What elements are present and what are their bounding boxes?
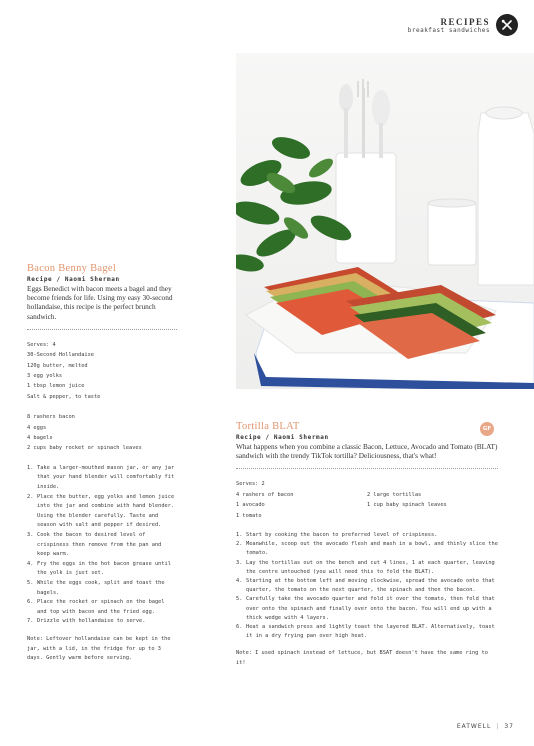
ingredient: 120g butter, melted [27, 362, 88, 369]
method-step: 7. Drizzle with hollandaise to serve. [27, 618, 146, 625]
ingredients-hollandaise [27, 350, 177, 402]
divider [27, 329, 177, 330]
recipe-bacon-benny-bagel [27, 263, 177, 664]
ingredients [236, 490, 498, 521]
method-step: 3. Cook the bacon to desired level of crispiness then remove from the pan and keep warm. [27, 532, 162, 558]
ingredients-column [367, 490, 498, 521]
ingredient: 4 bagels [27, 435, 53, 442]
recipe-note: Note: I used spinach instead of lettuce, but BSAT doesn't have the same ring to it! [236, 650, 488, 667]
ingredient: Salt & pepper, to taste [27, 393, 101, 400]
recipe-title: Tortilla BLAT [236, 421, 300, 432]
recipe-intro: What happens when you combine a classic Bacon, Lettuce, Avocado and Tomato (BLAT) sandwich with the trendy TikTok tortilla? Deliciousness, that's what! [236, 442, 498, 461]
ingredient: 4 eggs [27, 424, 47, 431]
serves: Serves: 4 [27, 341, 56, 348]
section-header [408, 14, 518, 36]
section-subtitle: breakfast sandwiches [407, 26, 490, 34]
method-step: 6. Heat a sandwich press and lightly toast the layered BLAT. Alternatively, toast it in a dry frying pan over high heat. [236, 624, 495, 640]
method-step: 2. Place the butter, egg yolks and lemon juice into the jar and combine with hand blender. Using the blender carefully. Taste and season with salt and pepper if desired. [27, 493, 175, 529]
method-step: 2. Meanwhile, scoop out the avocado flesh and mash in a bowl, and thinly slice the tomato. [236, 541, 498, 557]
ingredient: 1 tomato [236, 512, 262, 519]
fork-knife-icon [496, 14, 518, 36]
method-step: 6. Place the rocket or spinach on the bagel and top with bacon and the fried egg. [27, 599, 165, 615]
method-step: 1. Start by cooking the bacon to preferred level of crispiness. [236, 532, 438, 539]
magazine-name: EATWELL [456, 723, 492, 730]
gluten-free-badge: GF [480, 422, 494, 436]
recipe-note: Note: Leftover hollandaise can be kept in the jar, with a lid, in the fridge for up to 3 days. Gently warm before serving. [27, 635, 171, 662]
serves: Serves: 2 [236, 481, 265, 488]
method-step: 4. Fry the eggs in the hot bacon grease until the yolk is just set. [27, 560, 171, 577]
ingredient: 2 cups baby rocket or spinach leaves [27, 445, 142, 452]
recipe-intro: Eggs Benedict with bacon meets a bagel and they become friends for life. Using my easy 30-second hollandaise, this recipe is the perfect brunch sandwich. [27, 284, 173, 321]
method-step: 4. Starting at the bottom left and moving clockwise, spread the avocado onto that quarter, the tomato on the next quarter, the spinach and then the bacon. [236, 578, 495, 594]
divider [236, 468, 498, 469]
footer-separator: | [496, 723, 500, 730]
ingredients-main [27, 412, 177, 454]
ingredient: 1 tbsp lemon juice [27, 383, 85, 390]
ingredient: 30-Second Hollandaise [27, 352, 94, 359]
recipe-tortilla-blat [236, 421, 498, 669]
ingredient: 1 avocado [236, 502, 265, 509]
recipe-title: Bacon Benny Bagel [27, 263, 117, 274]
ingredient: 3 egg yolks [27, 373, 63, 380]
method-steps [27, 464, 177, 627]
ingredient: 2 large tortillas [367, 491, 422, 498]
page-number: 37 [504, 723, 514, 730]
method-step: 1. Take a larger-mouthed mason jar, or any jar that your hand blender will comfortably fit inside. [27, 464, 175, 491]
recipe-photo [236, 53, 534, 389]
method-steps [236, 531, 498, 641]
method-step: 3. Lay the tortillas out on the bench and cut 4 lines, 1 at each quarter, leaving the centre untouched (you will need this to fold the BLAT). [236, 559, 495, 575]
ingredient: 1 cup baby spinach leaves [367, 502, 447, 509]
method-step: 5. Carefully take the avocado quarter and fold it over the tomato, then fold that over onto the spinach and finally over onto the bacon. You will end up with a thick wedge with 4 layers. [236, 596, 495, 621]
recipe-byline: Recipe / Naomi Sherman [236, 434, 329, 441]
section-title: RECIPES [440, 16, 490, 27]
ingredient: 8 rashers bacon [27, 414, 75, 421]
ingredients-column [236, 490, 367, 521]
page-footer [457, 723, 514, 730]
ingredient: 4 rashers of bacon [236, 491, 294, 498]
recipe-byline: Recipe / Naomi Sherman [27, 276, 120, 283]
method-step: 5. While the eggs cook, split and toast the bagels. [27, 580, 165, 596]
